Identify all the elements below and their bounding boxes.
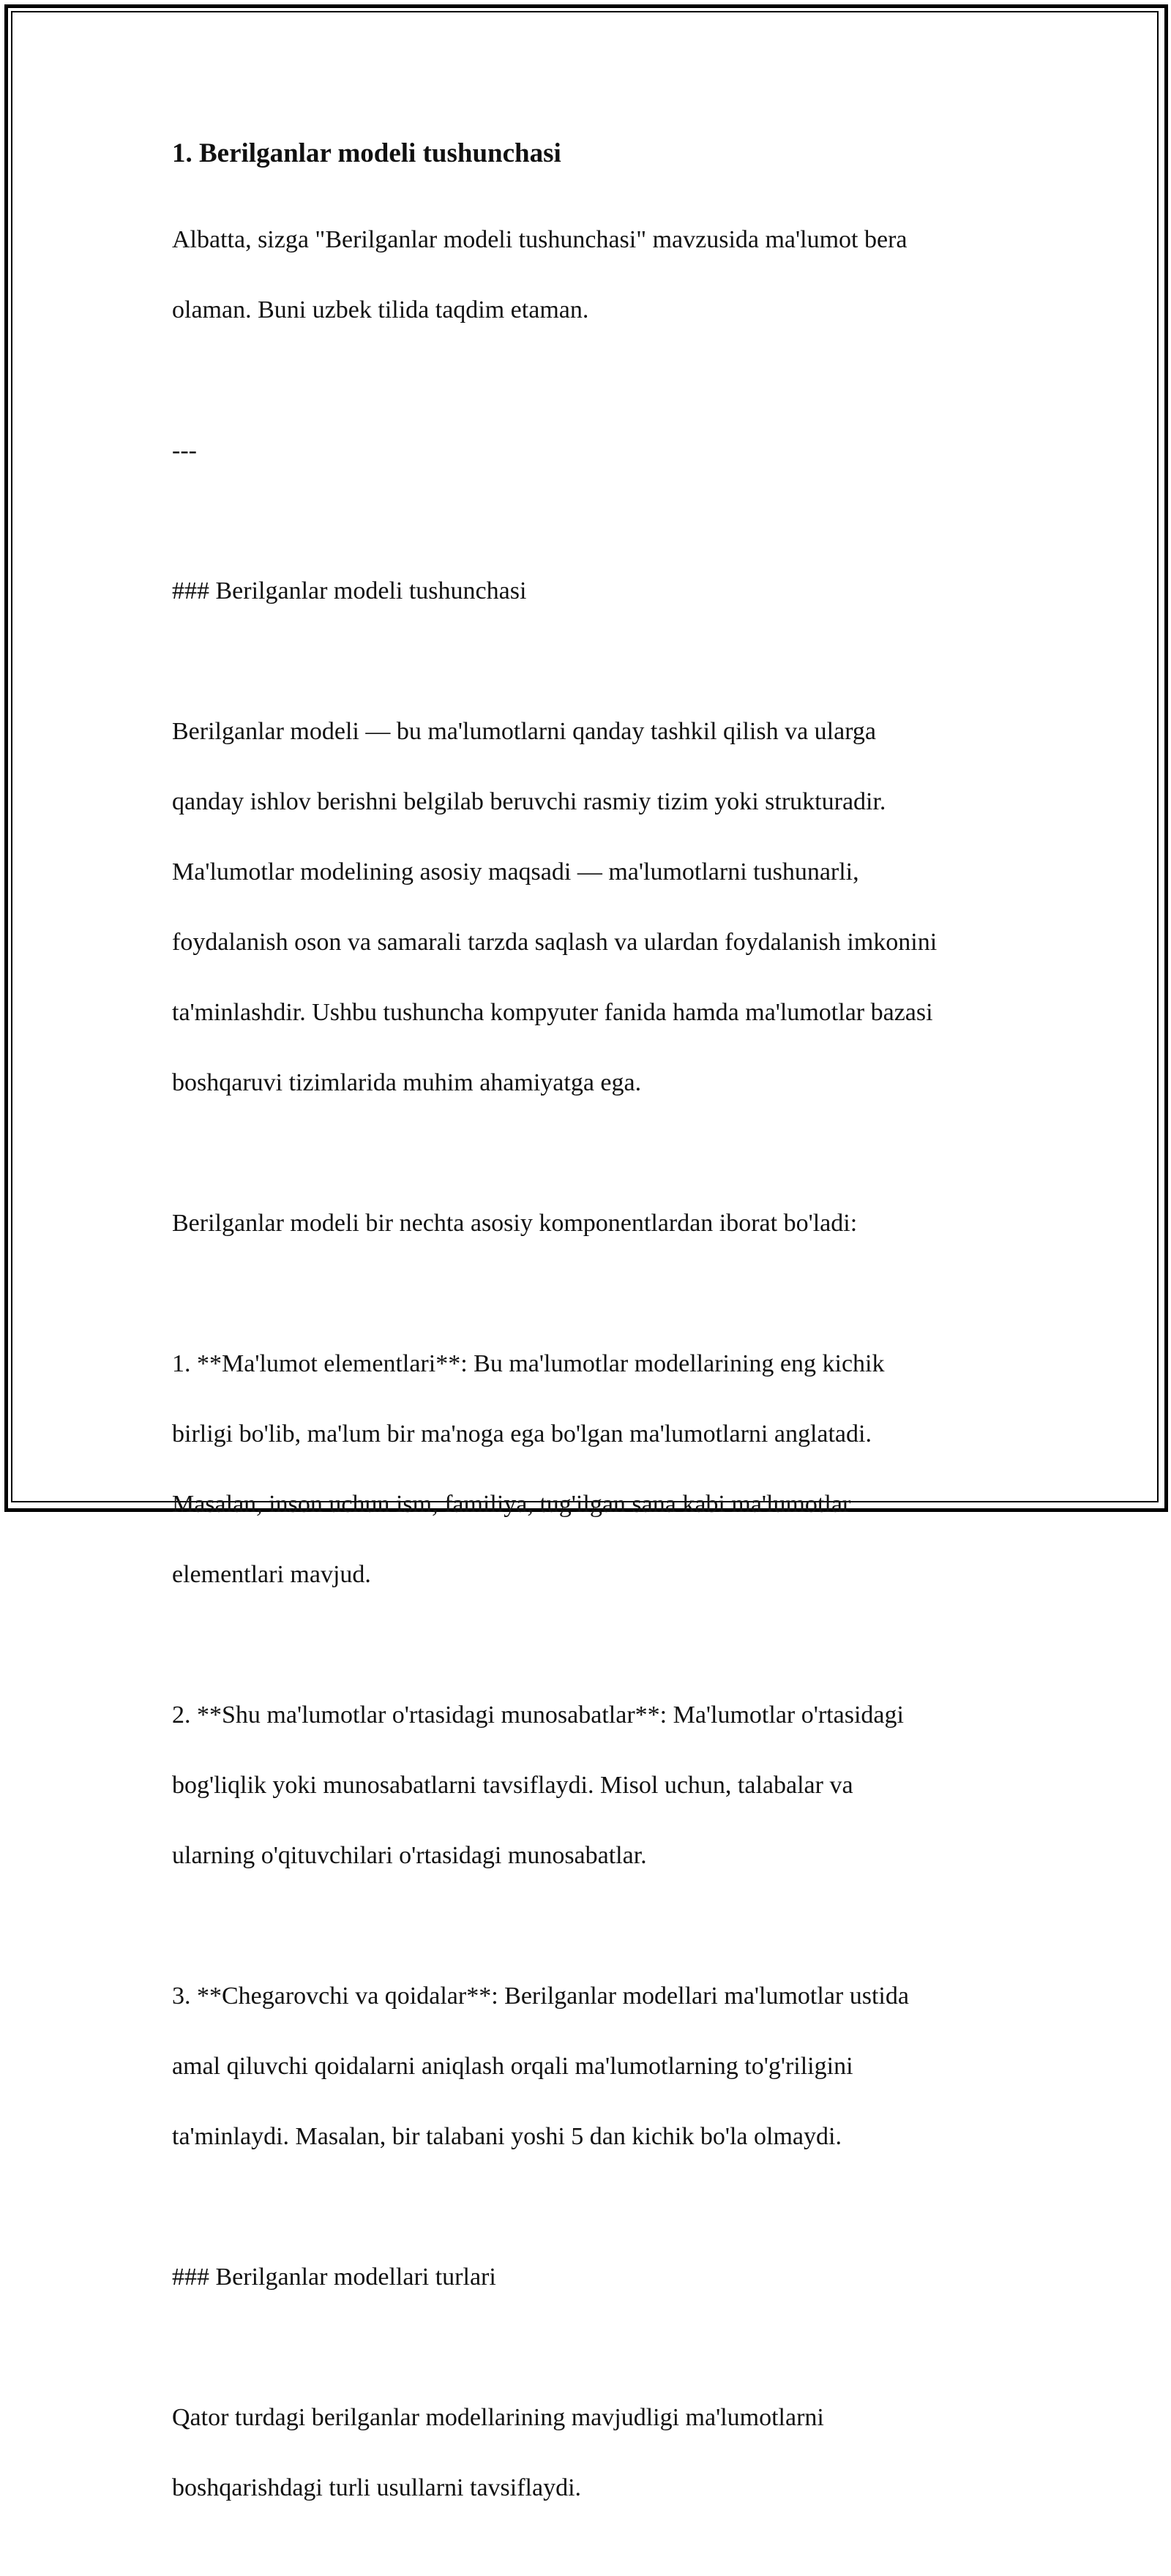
- document-title: 1. Berilganlar modeli tushunchasi: [172, 138, 561, 168]
- intro-paragraph: [172, 187, 1014, 363]
- text-line: 2. **Shu ma'lumotlar o'rtasidagi munosabatlar**: Ma'lumotlar o'rtasidagi: [172, 1701, 904, 1729]
- text-line: birligi bo'lib, ma'lum bir ma'noga ega bo'lgan ma'lumotlarni anglatadi.: [172, 1420, 872, 1448]
- text-line: Berilganlar modeli bir nechta asosiy komponentlardan iborat bo'ladi:: [172, 1210, 858, 1237]
- text-line: foydalanish oson va samarali tarzda saqlash va ulardan foydalanish imkonini: [172, 929, 938, 956]
- horizontal-rule-marker: [172, 398, 1014, 503]
- text-line: Berilganlar modeli — bu ma'lumotlarni qanday tashkil qilish va ularga: [172, 718, 877, 745]
- document-body: [172, 136, 1014, 2576]
- text-line: olaman. Buni uzbek tilida taqdim etaman.: [172, 296, 589, 323]
- text-line: Masalan, inson uchun ism, familiya, tug'ilgan sana kabi ma'lumotlar: [172, 1491, 851, 1518]
- text-line: ta'minlashdir. Ushbu tushuncha kompyuter fanida hamda ma'lumotlar bazasi: [172, 999, 933, 1026]
- text-line: ta'minlaydi. Masalan, bir talabani yoshi 5 dan kichik bo'la olmaydi.: [172, 2123, 842, 2150]
- components-intro: [172, 1171, 1014, 1276]
- text-line: bog'liqlik yoki munosabatlarni tavsiflaydi. Misol uchun, talabalar va: [172, 1772, 853, 1799]
- text-line: 1. **Ma'lumot elementlari**: Bu ma'lumotlar modellarining eng kichik: [172, 1350, 885, 1377]
- list-item-3: [172, 1944, 1014, 2190]
- text-line: elementlari mavjud.: [172, 1561, 371, 1588]
- text-line: boshqaruvi tizimlarida muhim ahamiyatga ega.: [172, 1069, 642, 1096]
- list-item-2: [172, 1663, 1014, 1909]
- definition-paragraph: [172, 679, 1014, 1136]
- text-line: ### Berilganlar modeli tushunchasi: [172, 577, 527, 604]
- text-line: 3. **Chegarovchi va qoidalar**: Berilganlar modellari ma'lumotlar ustida: [172, 1982, 909, 2010]
- section-heading: [172, 2225, 1014, 2330]
- list-item-1: [172, 1311, 1014, 1628]
- text-line: amal qiluvchi qoidalarni aniqlash orqali ma'lumotlarning to'g'riligini: [172, 2053, 853, 2080]
- text-line: Albatta, sizga "Berilganlar modeli tushunchasi" mavzusida ma'lumot bera: [172, 226, 908, 253]
- text-line: qanday ishlov berishni belgilab beruvchi rasmiy tizim yoki strukturadir.: [172, 788, 886, 815]
- text-line: Qator turdagi berilganlar modellarining mavjudligi ma'lumotlarni: [172, 2404, 824, 2431]
- closing-paragraph: [172, 2365, 1014, 2541]
- text-line: Ma'lumotlar modelining asosiy maqsadi — ma'lumotlarni tushunarli,: [172, 858, 859, 886]
- text-line: boshqarishdagi turli usullarni tavsiflaydi.: [172, 2474, 582, 2501]
- text-line: ularning o'qituvchilari o'rtasidagi munosabatlar.: [172, 1842, 647, 1869]
- text-line: ---: [172, 437, 197, 464]
- text-line: ### Berilganlar modellari turlari: [172, 2264, 496, 2291]
- section-heading: [172, 539, 1014, 644]
